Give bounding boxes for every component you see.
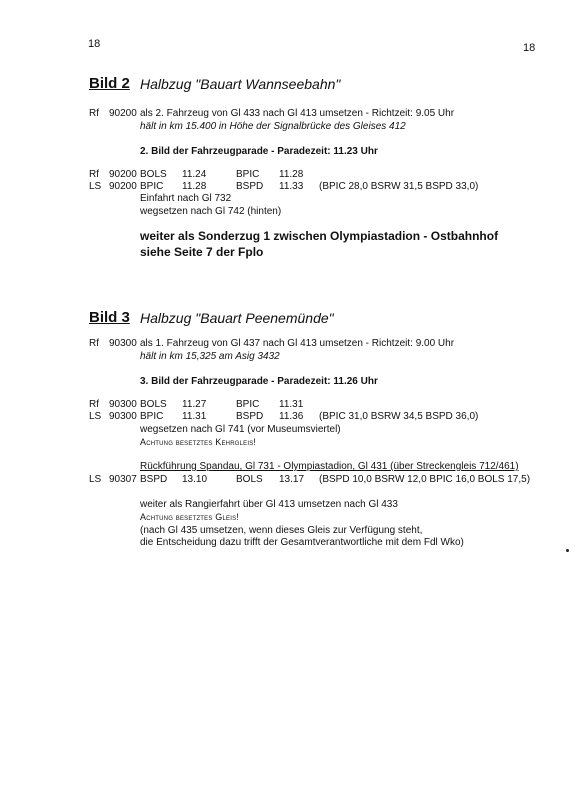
- row-time-2: 13.17: [279, 474, 305, 485]
- bild2-note-1: Einfahrt nach Gl 732: [140, 193, 232, 204]
- row-detail: (BPIC 28,0 BSRW 31,5 BSPD 33,0): [319, 181, 479, 192]
- row-code: LS: [89, 181, 102, 192]
- bild3-intro-text: als 1. Fahrzeug von Gl 437 nach Gl 413 umsetzen - Richtzeit: 9.00 Uhr: [140, 338, 455, 349]
- row-num: 90307: [109, 474, 137, 485]
- bild2-intro-note: hält in km 15.400 in Höhe der Signalbrücke des Gleises 412: [140, 121, 406, 132]
- bild3-paren-line-1: (nach Gl 435 umsetzen, wenn dieses Gleis zur Verfügung steht,: [140, 525, 423, 536]
- bild3-parade: 3. Bild der Fahrzeugparade - Paradezeit: 11.26 Uhr: [140, 376, 378, 387]
- row-to: BOLS: [236, 474, 263, 485]
- row-time-2: 11.28: [279, 169, 304, 180]
- row-time-1: 11.27: [182, 399, 207, 410]
- row-from: BOLS: [140, 399, 167, 410]
- bild2-row-2: [89, 181, 509, 193]
- bild3-row-3: [89, 474, 549, 486]
- row-from: BSPD: [140, 474, 168, 485]
- row-to: BSPD: [236, 411, 264, 422]
- bild3-warning-2: Achtung besetztes Gleis!: [140, 512, 239, 522]
- bild3-row-1: [89, 399, 509, 411]
- row-code: Rf: [89, 399, 99, 410]
- row-time-1: 11.31: [182, 411, 207, 422]
- row-code: LS: [89, 474, 102, 485]
- row-num: 90200: [109, 181, 137, 192]
- page-number-right: 18: [523, 42, 536, 54]
- row-num: 90300: [109, 399, 137, 410]
- row-num: 90300: [109, 411, 137, 422]
- row-from: BPIC: [140, 181, 164, 192]
- bild3-row-2: [89, 411, 509, 423]
- bild2-row-1: [89, 169, 509, 181]
- bild3-paren-line-2: die Entscheidung dazu trifft der Gesamtverantwortliche mit dem Fdl Wko): [140, 537, 464, 548]
- bild3-rueckfuehrung: Rückführung Spandau, Gl 731 - Olympiastadion, Gl 431 (über Streckengleis 712/461): [140, 461, 519, 472]
- row-time-2: 11.31: [279, 399, 304, 410]
- row-time-1: 11.24: [182, 169, 207, 180]
- row-from: BOLS: [140, 169, 167, 180]
- row-code: Rf: [89, 169, 99, 180]
- scan-dot: [566, 549, 569, 552]
- bild2-label: Bild 2: [89, 75, 130, 92]
- row-time-2: 11.33: [279, 181, 304, 192]
- bild2-note-2: wegsetzen nach Gl 742 (hinten): [140, 206, 282, 217]
- row-time-1: 13.10: [182, 474, 208, 485]
- row-from: BPIC: [140, 411, 164, 422]
- bild2-intro-code: Rf: [89, 108, 99, 119]
- bild3-warning-1: Achtung besetztes Kehrgleis!: [140, 437, 257, 447]
- row-detail: (BPIC 31,0 BSRW 34,5 BSPD 36,0): [319, 411, 479, 422]
- row-num: 90200: [109, 169, 137, 180]
- bild3-intro-note: hält in km 15,325 am Asig 3432: [140, 351, 280, 362]
- row-code: LS: [89, 411, 102, 422]
- row-to: BPIC: [236, 169, 260, 180]
- row-time-2: 11.36: [279, 411, 304, 422]
- page-number-left: 18: [88, 38, 101, 50]
- bild3-intro-code: Rf: [89, 338, 99, 349]
- bild3-weiter: weiter als Rangierfahrt über Gl 413 umsetzen nach Gl 433: [140, 499, 398, 510]
- bild2-intro-num: 90200: [109, 108, 137, 119]
- bild3-title: Halbzug "Bauart Peenemünde": [140, 310, 334, 326]
- row-to: BSPD: [236, 181, 264, 192]
- bild3-label: Bild 3: [89, 309, 130, 326]
- bild2-parade: 2. Bild der Fahrzeugparade - Paradezeit: 11.23 Uhr: [140, 146, 378, 157]
- bild3-intro-num: 90300: [109, 338, 137, 349]
- bild2-intro-text: als 2. Fahrzeug von Gl 433 nach Gl 413 umsetzen - Richtzeit: 9.05 Uhr: [140, 108, 455, 119]
- row-detail: (BSPD 10,0 BSRW 12,0 BPIC 16,0 BOLS 17,5): [319, 474, 531, 485]
- row-to: BPIC: [236, 399, 260, 410]
- row-time-1: 11.28: [182, 181, 207, 192]
- bild2-bold-line-1: weiter als Sonderzug 1 zwischen Olympiastadion - Ostbahnhof: [140, 229, 499, 243]
- bild3-note-1: wegsetzen nach Gl 741 (vor Museumsviertel): [140, 424, 341, 435]
- bild2-bold-line-2: siehe Seite 7 der Fplo: [140, 245, 264, 259]
- bild2-title: Halbzug "Bauart Wannseebahn": [140, 76, 341, 92]
